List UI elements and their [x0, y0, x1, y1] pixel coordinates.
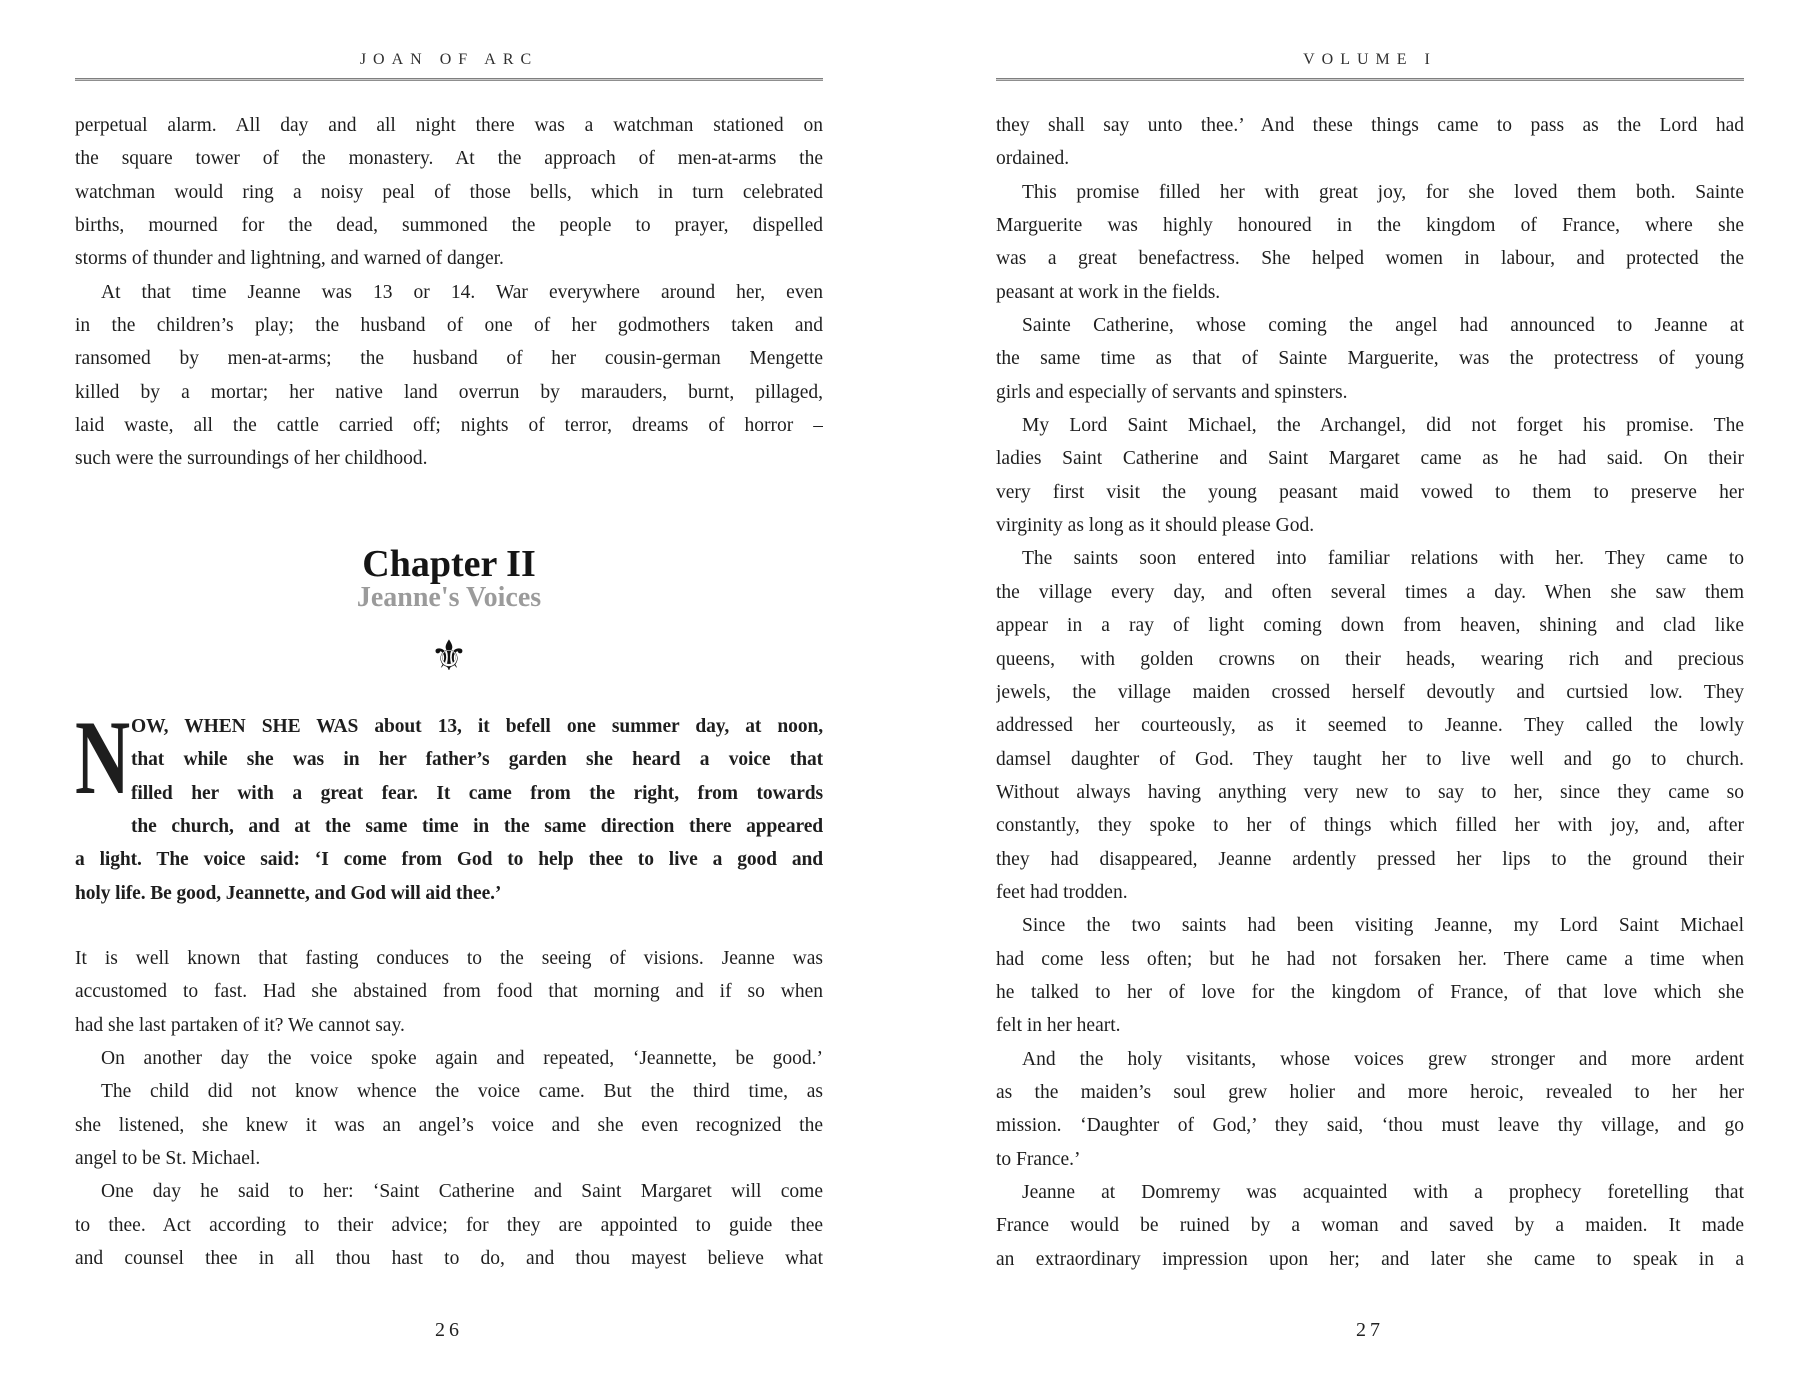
text-line: Since the two saints had been visiting Jeanne, my Lord Saint Michael [1022, 915, 1744, 937]
text-line: holy life. Be good, Jeannette, and God will aid thee.’ [75, 882, 502, 904]
text-line: angel to be St. Michael. [75, 1148, 261, 1170]
text-line: feet had trodden. [996, 881, 1128, 903]
paragraph [75, 1175, 823, 1275]
text-line: One day he said to her: ‘Saint Catherine and Saint Margaret will come [101, 1181, 823, 1203]
text-line: an extraordinary impression upon her; and later she came to speak in a [996, 1248, 1744, 1270]
paragraph [996, 1043, 1744, 1176]
drop-cap: N [75, 699, 131, 816]
text-line: Sainte Catherine, whose coming the angel had announced to Jeanne at [1022, 315, 1744, 337]
text-line: as the maiden’s soul grew holier and more heroic, revealed to her her [996, 1081, 1744, 1103]
paragraph [75, 109, 823, 276]
text-line: in the children’s play; the husband of one of her godmothers taken and [75, 315, 823, 337]
header-rule-left [75, 78, 823, 81]
text-line: they had disappeared, Jeanne ardently pressed her lips to the ground their [996, 848, 1744, 870]
text-line: queens, with golden crowns on their heads, wearing rich and precious [996, 648, 1744, 670]
text-line: to France.’ [996, 1148, 1081, 1170]
text-line: And the holy visitants, whose voices grew stronger and more ardent [1022, 1048, 1744, 1070]
text-line: to thee. Act according to their advice; for they are appointed to guide thee [75, 1214, 823, 1236]
chapter-title: Chapter II [362, 543, 536, 585]
page-left [0, 0, 909, 1395]
text-line: very first visit the young peasant maid vowed to them to preserve her [996, 481, 1744, 503]
running-header-left: JOAN OF ARC [359, 51, 539, 68]
text-line: ladies Saint Catherine and Saint Margaret came as he had said. On their [996, 448, 1744, 470]
text-line: had come less often; but he had not forsaken her. There came a time when [996, 948, 1744, 970]
text-line: It is well known that fasting conduces to the seeing of visions. Jeanne was [75, 948, 823, 969]
paragraph [996, 109, 1744, 176]
text-line: damsel daughter of God. They taught her to live well and go to church. [996, 748, 1744, 770]
text-line: births, mourned for the dead, summoned the people to prayer, dispelled [75, 215, 823, 237]
text-line: peasant at work in the fields. [996, 281, 1221, 303]
paragraph [996, 542, 1744, 909]
text-line: girls and especially of servants and spinsters. [996, 381, 1348, 403]
text-line: virginity as long as it should please God. [996, 515, 1315, 537]
text-line: had she last partaken of it? We cannot say. [75, 1014, 405, 1036]
text-line: The child did not know whence the voice came. But the third time, as [101, 1081, 823, 1103]
text-line: they shall say unto thee.’ And these things came to pass as the Lord had [996, 115, 1744, 136]
text-line: Jeanne at Domremy was acquainted with a prophecy foretelling that [1022, 1182, 1744, 1203]
text-line: watchman would ring a noisy peal of those bells, which in turn celebrated [75, 181, 823, 203]
paragraph [996, 1176, 1744, 1276]
page-number-right: 27 [1356, 1319, 1384, 1341]
text-line: The saints soon entered into familiar relations with her. They came to [1022, 548, 1744, 570]
text-line: the square tower of the monastery. At the approach of men-at-arms the [75, 148, 823, 170]
paragraph [996, 176, 1744, 309]
paragraph [75, 1075, 823, 1175]
text-line: filled her with a great fear. It came from the right, from towards [131, 782, 823, 804]
text-line: Without always having anything very new to say to her, since they came so [996, 781, 1744, 803]
text-line: the village every day, and often several times a day. When she saw them [996, 581, 1744, 603]
text-line: a light. The voice said: ‘I come from God to help thee to live a good and [75, 849, 823, 871]
text-line: perpetual alarm. All day and all night there was a watchman stationed on [75, 115, 823, 136]
text-line: and counsel thee in all thou hast to do, and thou mayest believe what [75, 1248, 823, 1270]
text-line: she listened, she knew it was an angel’s voice and she even recognized the [75, 1114, 823, 1136]
text-line: accustomed to fast. Had she abstained from food that morning and if so when [75, 981, 823, 1003]
text-line: ordained. [996, 148, 1070, 170]
body-text [996, 109, 1744, 1276]
text-line: was a great benefactress. She helped women in labour, and protected the [996, 248, 1744, 270]
paragraph [996, 909, 1744, 1042]
text-line: the church, and at the same time in the same direction there appeared [131, 816, 823, 838]
body-text-upper [75, 109, 823, 476]
paragraph [75, 276, 823, 476]
page-right [909, 0, 1819, 1395]
text-line: mission. ‘Daughter of God,’ they said, ‘thou must leave thy village, and go [996, 1115, 1744, 1137]
paragraph [996, 309, 1744, 409]
header-rule-right [996, 78, 1744, 81]
page-number-left: 26 [435, 1319, 463, 1341]
text-line: the same time as that of Sainte Marguerite, was the protectress of young [996, 348, 1744, 370]
text-line: storms of thunder and lightning, and warned of danger. [75, 248, 504, 270]
text-line: This promise filled her with great joy, for she loved them both. Sainte [1022, 181, 1744, 203]
text-line: such were the surroundings of her childhood. [75, 448, 428, 470]
paragraph [75, 942, 823, 1042]
text-line: constantly, they spoke to her of things which filled her with joy, and, after [996, 815, 1744, 837]
paragraph [75, 1042, 823, 1075]
text-line: he talked to her of love for the kingdom of France, of that love which she [996, 981, 1744, 1003]
running-header-right: VOLUME I [1303, 51, 1437, 68]
text-line: On another day the voice spoke again and repeated, ‘Jeannette, be good.’ [101, 1048, 823, 1070]
text-line: Marguerite was highly honoured in the kingdom of France, where she [996, 215, 1744, 237]
text-line: ransomed by men-at-arms; the husband of her cousin-german Mengette [75, 348, 823, 370]
paragraph [996, 409, 1744, 542]
text-line: jewels, the village maiden crossed herself devoutly and curtsied low. They [996, 681, 1744, 703]
chapter-subtitle: Jeanne's Voices [356, 582, 542, 613]
text-line: addressed her courteously, as it seemed to Jeanne. They called the lowly [996, 715, 1744, 737]
lead-paragraph [75, 699, 823, 910]
text-line: My Lord Saint Michael, the Archangel, did not forget his promise. The [1022, 415, 1744, 437]
text-line: OW, WHEN SHE WAS about 13, it befell one summer day, at noon, [131, 716, 823, 737]
text-line: France would be ruined by a woman and saved by a maiden. It made [996, 1215, 1744, 1237]
text-line: appear in a ray of light coming down from heaven, shining and clad like [996, 615, 1744, 637]
text-line: laid waste, all the cattle carried off; nights of terror, dreams of horror – [75, 415, 823, 437]
text-line: At that time Jeanne was 13 or 14. War everywhere around her, even [101, 281, 823, 303]
text-line: felt in her heart. [996, 1015, 1121, 1037]
text-line: that while she was in her father’s garden she heard a voice that [131, 749, 823, 771]
fleur-de-lis-icon: ⚜ [430, 631, 468, 680]
body-text-lower [75, 942, 823, 1275]
text-line: killed by a mortar; her native land overrun by marauders, burnt, pillaged, [75, 381, 823, 403]
